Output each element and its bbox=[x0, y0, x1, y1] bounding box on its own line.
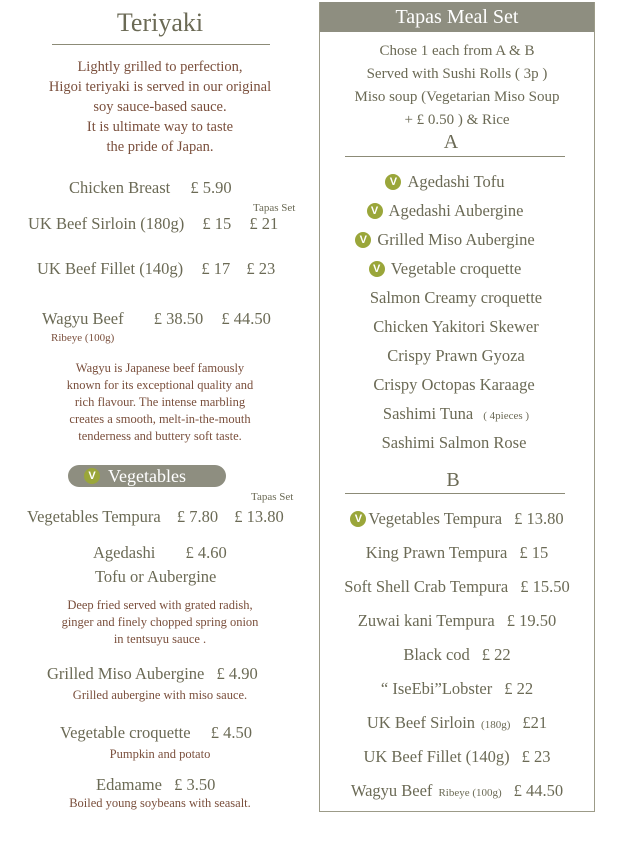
item-price: £ 19.50 bbox=[506, 611, 557, 630]
vegetarian-icon: V bbox=[369, 261, 385, 277]
section-a-label: A bbox=[443, 131, 459, 153]
menu-item-edamame bbox=[96, 775, 215, 795]
item-price: £ 22 bbox=[504, 679, 534, 698]
item-price: £ 4.60 bbox=[185, 543, 227, 562]
item-name: Sashimi Tuna bbox=[382, 404, 474, 423]
item-set-price: £ 21 bbox=[249, 214, 279, 233]
tapas-b-item bbox=[322, 543, 592, 563]
menu-item-agedashi bbox=[93, 543, 227, 563]
item-price: £ 3.50 bbox=[174, 775, 216, 794]
item-name: Sashimi Salmon Rose bbox=[381, 433, 527, 452]
teriyaki-intro bbox=[20, 57, 300, 157]
tapas-a-item bbox=[300, 433, 608, 453]
item-name: Wagyu Beef bbox=[42, 309, 124, 328]
intro-line: It is ultimate way to taste bbox=[86, 119, 234, 135]
desc-line: rich flavour. The intense marbling bbox=[74, 395, 246, 409]
tapas-a-item bbox=[300, 317, 612, 337]
tapas-a-item bbox=[300, 230, 590, 250]
menu-item-wagyu bbox=[42, 309, 271, 329]
tapas-b-item bbox=[322, 577, 592, 597]
item-name: UK Beef Fillet (140g) bbox=[363, 747, 510, 766]
veg-tapas-set-label: Tapas Set bbox=[251, 491, 294, 503]
tapas-intro bbox=[320, 40, 594, 132]
tapas-b-item bbox=[322, 645, 592, 665]
item-name: Vegetable croquette bbox=[390, 259, 522, 278]
title-divider bbox=[52, 44, 270, 45]
tapas-b-item bbox=[322, 679, 592, 699]
miso-aubergine-desc: Grilled aubergine with miso sauce. bbox=[72, 688, 248, 702]
vegetables-heading-label: Vegetables bbox=[108, 466, 186, 486]
vegetarian-icon: V bbox=[367, 203, 383, 219]
item-price: £21 bbox=[522, 713, 548, 732]
item-price: £ 44.50 bbox=[513, 781, 564, 800]
tapas-b-item bbox=[322, 509, 592, 529]
item-name: King Prawn Tempura bbox=[365, 543, 508, 562]
item-name: Salmon Creamy croquette bbox=[369, 288, 543, 307]
desc-line: known for its exceptional quality and bbox=[66, 378, 254, 392]
item-name: Grilled Miso Aubergine bbox=[377, 230, 535, 249]
item-name: Agedashi Tofu bbox=[407, 172, 505, 191]
item-set-price: £ 23 bbox=[246, 259, 276, 278]
intro-line: soy sauce-based sauce. bbox=[93, 99, 227, 115]
item-price: £ 15 bbox=[519, 543, 549, 562]
intro-line: Lightly grilled to perfection, bbox=[77, 59, 243, 75]
desc-line: in tentsuyu sauce . bbox=[113, 632, 207, 646]
tapas-header-title: Tapas Meal Set bbox=[395, 6, 519, 28]
tapas-a-item bbox=[300, 259, 590, 279]
tapas-b-item bbox=[322, 713, 592, 733]
intro-line: Miso soup (Vegetarian Miso Soup bbox=[354, 89, 560, 105]
menu-item-agedashi-name2: Tofu or Aubergine bbox=[95, 567, 217, 586]
vegetarian-icon: V bbox=[355, 232, 371, 248]
intro-line: the pride of Japan. bbox=[106, 139, 214, 155]
item-price: £ 23 bbox=[521, 747, 551, 766]
menu-item-croquette bbox=[60, 723, 252, 743]
intro-line: Served with Sushi Rolls ( 3p ) bbox=[366, 66, 548, 82]
item-name: Crispy Octopas Karaage bbox=[373, 375, 535, 394]
tapas-a-item bbox=[300, 201, 590, 221]
item-price: £ 13.80 bbox=[514, 509, 564, 528]
item-price: £ 7.80 bbox=[176, 507, 219, 526]
vegetarian-icon: V bbox=[84, 468, 100, 484]
croquette-desc: Pumpkin and potato bbox=[109, 747, 211, 761]
item-price: £ 4.90 bbox=[216, 664, 258, 683]
agedashi-description bbox=[20, 597, 300, 648]
item-name: Vegetables Tempura bbox=[368, 509, 503, 528]
section-b-label: B bbox=[446, 469, 460, 491]
tapas-b-item bbox=[322, 781, 592, 801]
item-price: £ 38.50 bbox=[153, 309, 204, 328]
edamame-desc: Boiled young soybeans with seasalt. bbox=[69, 796, 251, 810]
desc-line: creates a smooth, melt-in-the-mouth bbox=[69, 412, 251, 426]
tapas-a-item bbox=[300, 346, 612, 366]
tapas-a-item bbox=[300, 375, 608, 395]
item-set-price: £ 13.80 bbox=[234, 507, 284, 526]
wagyu-sub: Ribeye (100g) bbox=[51, 332, 115, 344]
item-note: (180g) bbox=[481, 719, 511, 731]
vegetarian-icon: V bbox=[385, 174, 401, 190]
item-name: Edamame bbox=[96, 775, 162, 794]
section-a-divider bbox=[345, 156, 565, 157]
item-price: £ 22 bbox=[481, 645, 511, 664]
item-price: £ 17 bbox=[201, 259, 231, 278]
menu-item-miso-aubergine bbox=[47, 664, 258, 684]
intro-line: + £ 0.50 ) & Rice bbox=[404, 112, 510, 128]
tapas-b-item bbox=[322, 611, 592, 631]
tapas-a-item bbox=[300, 288, 612, 308]
menu-item-sirloin bbox=[28, 214, 278, 234]
menu-item-chicken bbox=[69, 178, 232, 198]
item-set-price: £ 44.50 bbox=[221, 309, 271, 328]
tapas-b-item bbox=[322, 747, 592, 767]
item-note: ( 4pieces ) bbox=[483, 410, 530, 422]
item-name: Agedashi Aubergine bbox=[388, 201, 524, 220]
teriyaki-title: Teriyaki bbox=[116, 8, 204, 37]
item-name: “ IseEbi”Lobster bbox=[380, 679, 493, 698]
item-name: Crispy Prawn Gyoza bbox=[387, 346, 525, 365]
item-name: Chicken Breast bbox=[69, 178, 171, 197]
section-b-divider bbox=[345, 493, 565, 494]
item-name: UK Beef Fillet (140g) bbox=[37, 259, 184, 278]
desc-line: Wagyu is Japanese beef famously bbox=[75, 361, 245, 375]
menu-item-fillet bbox=[37, 259, 275, 279]
tapas-a-item bbox=[300, 172, 590, 192]
item-name: Vegetable croquette bbox=[60, 723, 191, 742]
vegetarian-icon: V bbox=[350, 511, 366, 527]
item-name: Agedashi bbox=[93, 543, 156, 562]
desc-line: ginger and finely chopped spring onion bbox=[61, 615, 259, 629]
tapas-a-item bbox=[300, 404, 612, 424]
desc-line: Deep fried served with grated radish, bbox=[67, 598, 253, 612]
item-name: Zuwai kani Tempura bbox=[357, 611, 495, 630]
intro-line: Higoi teriyaki is served in our original bbox=[48, 79, 272, 95]
vegetables-heading bbox=[68, 465, 226, 487]
item-name: Chicken Yakitori Skewer bbox=[373, 317, 539, 336]
item-price: £ 5.90 bbox=[190, 178, 232, 197]
item-name: Vegetables Tempura bbox=[27, 507, 161, 526]
menu-item-veg-tempura bbox=[27, 507, 284, 527]
item-price: £ 15.50 bbox=[520, 577, 570, 596]
item-price: £ 15 bbox=[202, 214, 232, 233]
item-price: £ 4.50 bbox=[210, 723, 252, 742]
intro-line: Chose 1 each from A & B bbox=[379, 43, 535, 59]
tapas-meal-set-header bbox=[320, 2, 594, 32]
wagyu-description bbox=[20, 360, 300, 445]
item-note: Ribeye (100g) bbox=[438, 787, 502, 799]
desc-line: tenderness and buttery soft taste. bbox=[78, 429, 242, 443]
item-name: Grilled Miso Aubergine bbox=[47, 664, 205, 683]
item-name: UK Beef Sirloin (180g) bbox=[28, 214, 185, 233]
item-name: UK Beef Sirloin bbox=[366, 713, 476, 732]
item-name: Black cod bbox=[403, 645, 470, 664]
item-name: Soft Shell Crab Tempura bbox=[344, 577, 509, 596]
item-name: Wagyu Beef bbox=[350, 781, 433, 800]
tapas-set-label: Tapas Set bbox=[253, 202, 296, 214]
